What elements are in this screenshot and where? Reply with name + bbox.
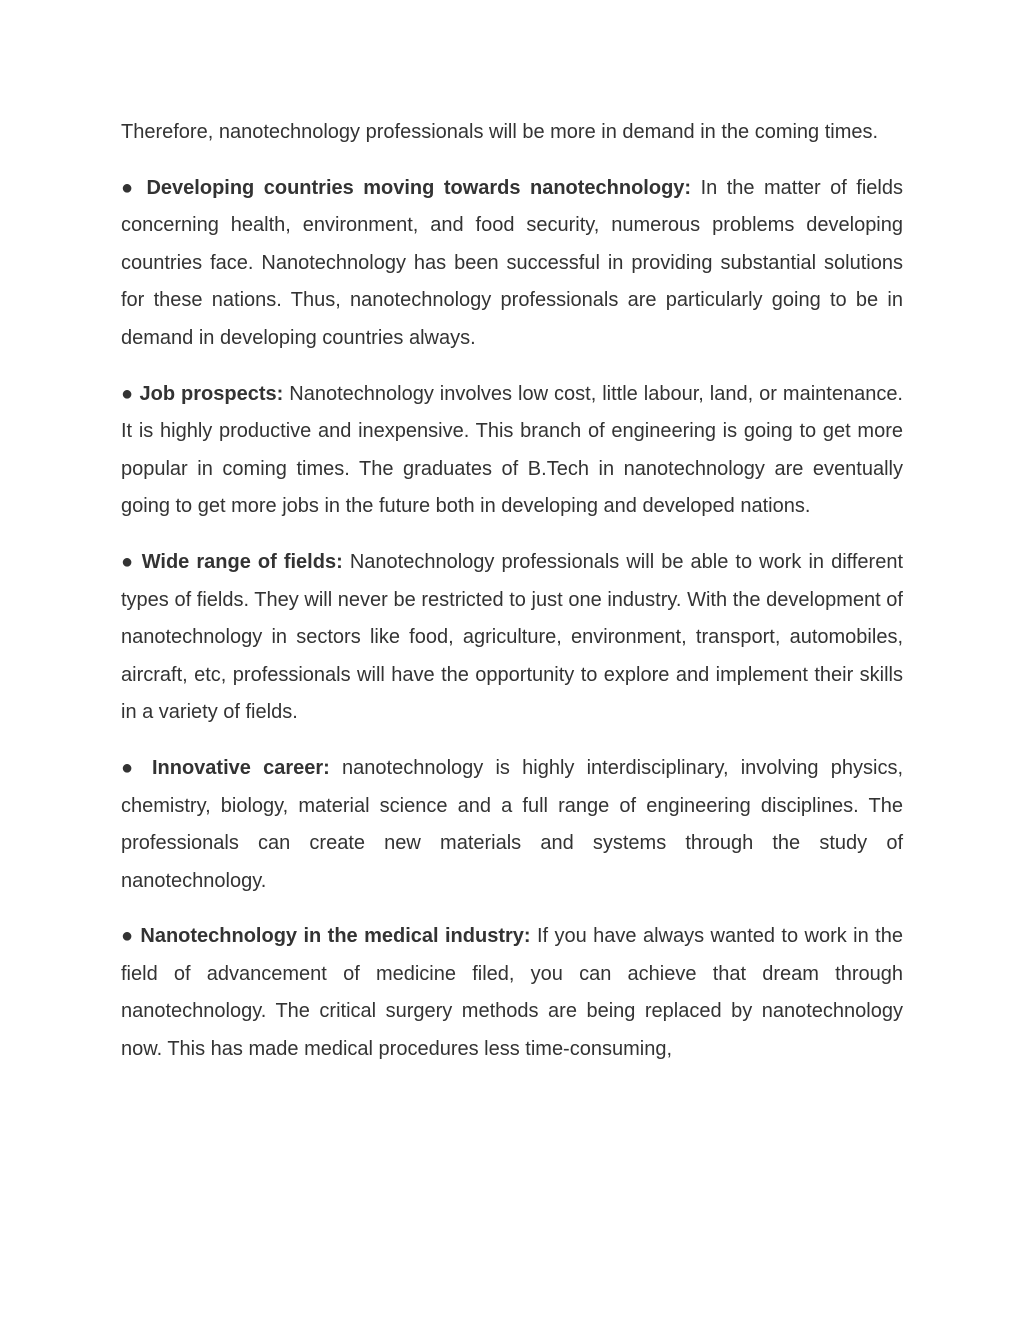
item-text: If you have always wanted to work in the field of advancement of medicine filed, you can achieve that dream through nanotechnology. The critical surgery methods are being replaced by nanotechnology now. This has made medical procedures less time-consuming,	[121, 925, 903, 1061]
item-heading: Developing countries moving towards nanotechnology:	[146, 176, 692, 199]
list-item-job-prospects	[121, 376, 903, 526]
item-heading: Nanotechnology in the medical industry:	[140, 925, 531, 948]
bullet-icon: ●	[121, 382, 134, 405]
bullet-icon: ●	[121, 925, 134, 948]
document-page	[121, 114, 903, 1087]
item-text: nanotechnology is highly interdisciplinary, involving physics, chemistry, biology, material science and a full range of engineering disciplines. The professionals can create new materials and systems through the study of nanotechnology.	[121, 756, 904, 892]
list-item-wide-range	[121, 544, 903, 732]
list-item-developing-countries	[121, 170, 903, 358]
list-item-medical-industry	[121, 918, 903, 1068]
bullet-icon: ●	[121, 756, 140, 779]
intro-paragraph: Therefore, nanotechnology professionals will be more in demand in the coming times.	[121, 121, 879, 143]
item-heading: Job prospects:	[139, 382, 284, 405]
item-text: Nanotechnology involves low cost, little labour, land, or maintenance. It is highly productive and inexpensive. This branch of engineering is going to get more popular in coming times. The graduates of B.Tech in nanotechnology are eventually going to get more jobs in the future both in developing and developed nations.	[121, 382, 903, 518]
item-text: In the matter of fields concerning health, environment, and food security, numerous problems developing countries face. Nanotechnology has been successful in providing substantial solutions for these nations. Thus, nanotechnology professionals are particularly going to be in demand in developing countries always.	[121, 176, 904, 349]
list-item-innovative-career	[121, 750, 903, 900]
bullet-icon: ●	[121, 176, 137, 199]
item-heading: Wide range of fields:	[141, 550, 343, 573]
bullet-icon: ●	[121, 550, 135, 573]
item-text: Nanotechnology professionals will be able to work in different types of fields. They will never be restricted to just one industry. With the development of nanotechnology in sectors like food, agriculture, environment, transport, automobiles, aircraft, etc, professionals will have the opportunity to explore and implement their skills in a variety of fields.	[121, 550, 903, 724]
item-heading: Innovative career:	[151, 756, 330, 779]
